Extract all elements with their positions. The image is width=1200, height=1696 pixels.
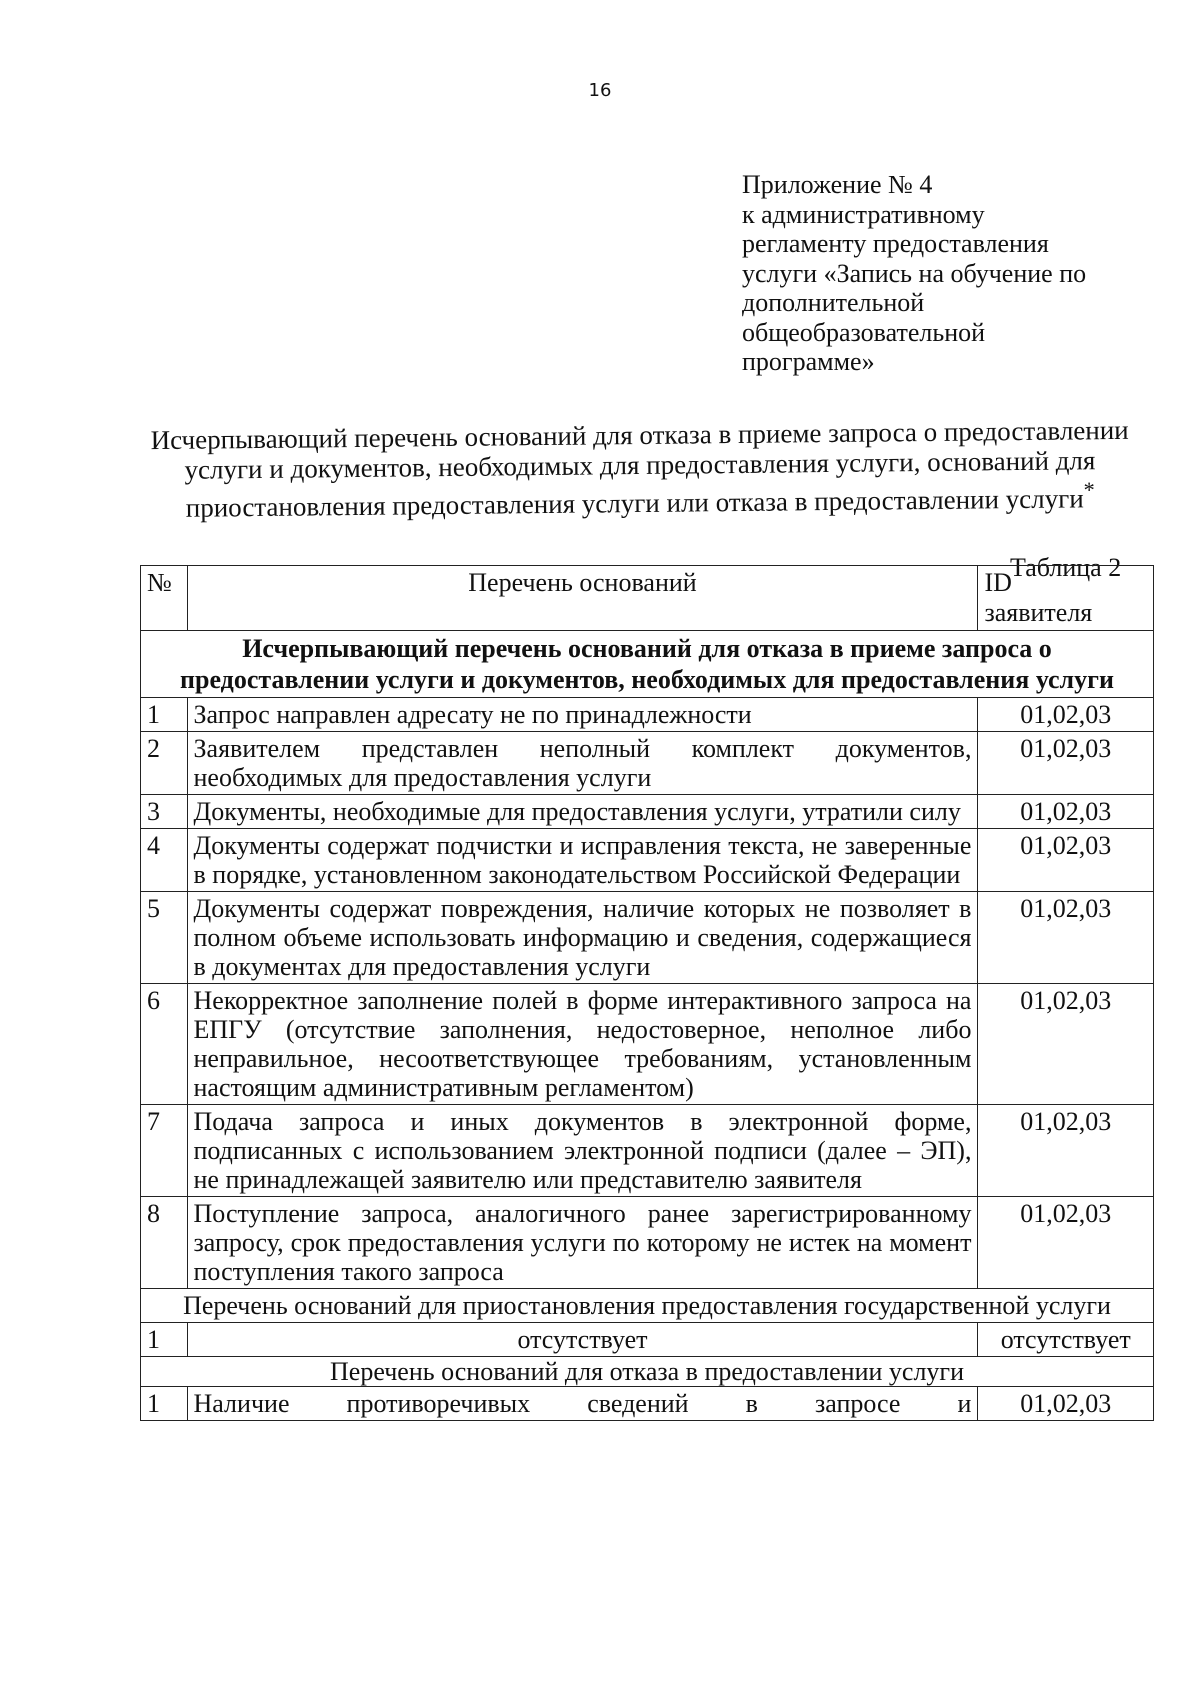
row-id: 01,02,03 xyxy=(978,1197,1154,1289)
row-num: 7 xyxy=(141,1105,188,1197)
table-row xyxy=(141,984,1154,1105)
header-num: № xyxy=(141,566,188,631)
table-row xyxy=(141,1105,1154,1197)
row-text: Запрос направлен адресату не по принадлежности xyxy=(187,698,978,732)
row-num: 5 xyxy=(141,892,188,984)
appendix-line: Приложение № 4 xyxy=(742,170,933,199)
section-reception-heading: Исчерпывающий перечень оснований для отказа в приеме запроса о предоставлении услуги и документов, необходимых для предоставления услуги xyxy=(141,631,1154,698)
row-num: 2 xyxy=(141,732,188,795)
table-header-row xyxy=(141,566,1154,631)
appendix-line: к административному xyxy=(742,199,985,229)
section-row xyxy=(141,631,1154,698)
row-id: 01,02,03 xyxy=(978,1105,1154,1197)
header-reasons: Перечень оснований xyxy=(187,566,978,631)
row-id: отсутствует xyxy=(978,1323,1154,1357)
table-row xyxy=(141,698,1154,732)
row-text: Поступление запроса, аналогичного ранее зарегистрированному запросу, срок предоставления услуги по которому не истек на момент поступления такого запроса xyxy=(187,1197,978,1289)
row-id: 01,02,03 xyxy=(978,1387,1154,1421)
row-num: 3 xyxy=(141,795,188,829)
row-id: 01,02,03 xyxy=(978,698,1154,732)
row-text: Подача запроса и иных документов в электронной форме, подписанных с использованием электронной подписи (далее – ЭП), не принадлежащей заявителю или представителю заявителя xyxy=(187,1105,978,1197)
table-row xyxy=(141,1387,1154,1421)
document-title xyxy=(140,415,1141,523)
header-id-line: заявителя xyxy=(984,598,1093,627)
table-row xyxy=(141,892,1154,984)
table-row xyxy=(141,732,1154,795)
header-id-line: ID xyxy=(984,568,1012,597)
row-id: 01,02,03 xyxy=(978,892,1154,984)
header-id xyxy=(978,566,1154,631)
row-num: 1 xyxy=(141,698,188,732)
section-refusal-heading: Перечень оснований для отказа в предоставлении услуги xyxy=(141,1357,1154,1387)
row-text: Наличие противоречивых сведений в запросе и xyxy=(187,1387,978,1421)
row-id: 01,02,03 xyxy=(978,795,1154,829)
appendix-line: общеобразовательной xyxy=(742,317,986,347)
table-row xyxy=(141,795,1154,829)
table-row xyxy=(141,1197,1154,1289)
row-text: Заявителем представлен неполный комплект документов, необходимых для предоставления услуги xyxy=(187,732,978,795)
section-row xyxy=(141,1289,1154,1323)
row-text: Документы, необходимые для предоставления услуги, утратили силу xyxy=(187,795,978,829)
section-row xyxy=(141,1357,1154,1387)
row-text: Некорректное заполнение полей в форме интерактивного запроса на ЕПГУ (отсутствие заполнения, недостоверное, неполное либо неправильное, несоответствующее требованиям, установленным настоящим административным регламентом) xyxy=(187,984,978,1105)
appendix-line: программе» xyxy=(742,347,875,376)
footnote-mark: * xyxy=(1083,477,1095,503)
row-id: 01,02,03 xyxy=(978,984,1154,1105)
row-text: Документы содержат подчистки и исправления текста, не заверенные в порядке, установленном законодательством Российской Федерации xyxy=(187,829,978,892)
appendix-line: услуги «Запись на обучение по xyxy=(742,258,1087,288)
appendix-note xyxy=(742,170,1142,377)
row-num: 6 xyxy=(141,984,188,1105)
table-row xyxy=(141,1323,1154,1357)
row-num: 8 xyxy=(141,1197,188,1289)
row-text: отсутствует xyxy=(187,1323,978,1357)
section-suspension-heading: Перечень оснований для приостановления предоставления государственной услуги xyxy=(141,1289,1154,1323)
appendix-line: регламенту предоставления xyxy=(742,229,1049,258)
reasons-table xyxy=(140,565,1154,1421)
row-num: 4 xyxy=(141,829,188,892)
table-caption: Таблица 2 xyxy=(1010,553,1122,582)
table-row xyxy=(141,829,1154,892)
row-num: 1 xyxy=(141,1387,188,1421)
row-id: 01,02,03 xyxy=(978,829,1154,892)
title-text: Исчерпывающий перечень оснований для отказа в приеме запроса о предоставлении услуги и документов, необходимых для предоставления услуги, оснований для приостановления предоставления услуги или отказа в предоставлении услуги xyxy=(150,414,1129,523)
row-text: Документы содержат повреждения, наличие которых не позволяет в полном объеме использовать информацию и сведения, содержащиеся в документах для предоставления услуги xyxy=(187,892,978,984)
page-number: 16 xyxy=(588,80,612,101)
row-id: 01,02,03 xyxy=(978,732,1154,795)
row-num: 1 xyxy=(141,1323,188,1357)
appendix-line: дополнительной xyxy=(742,288,925,317)
